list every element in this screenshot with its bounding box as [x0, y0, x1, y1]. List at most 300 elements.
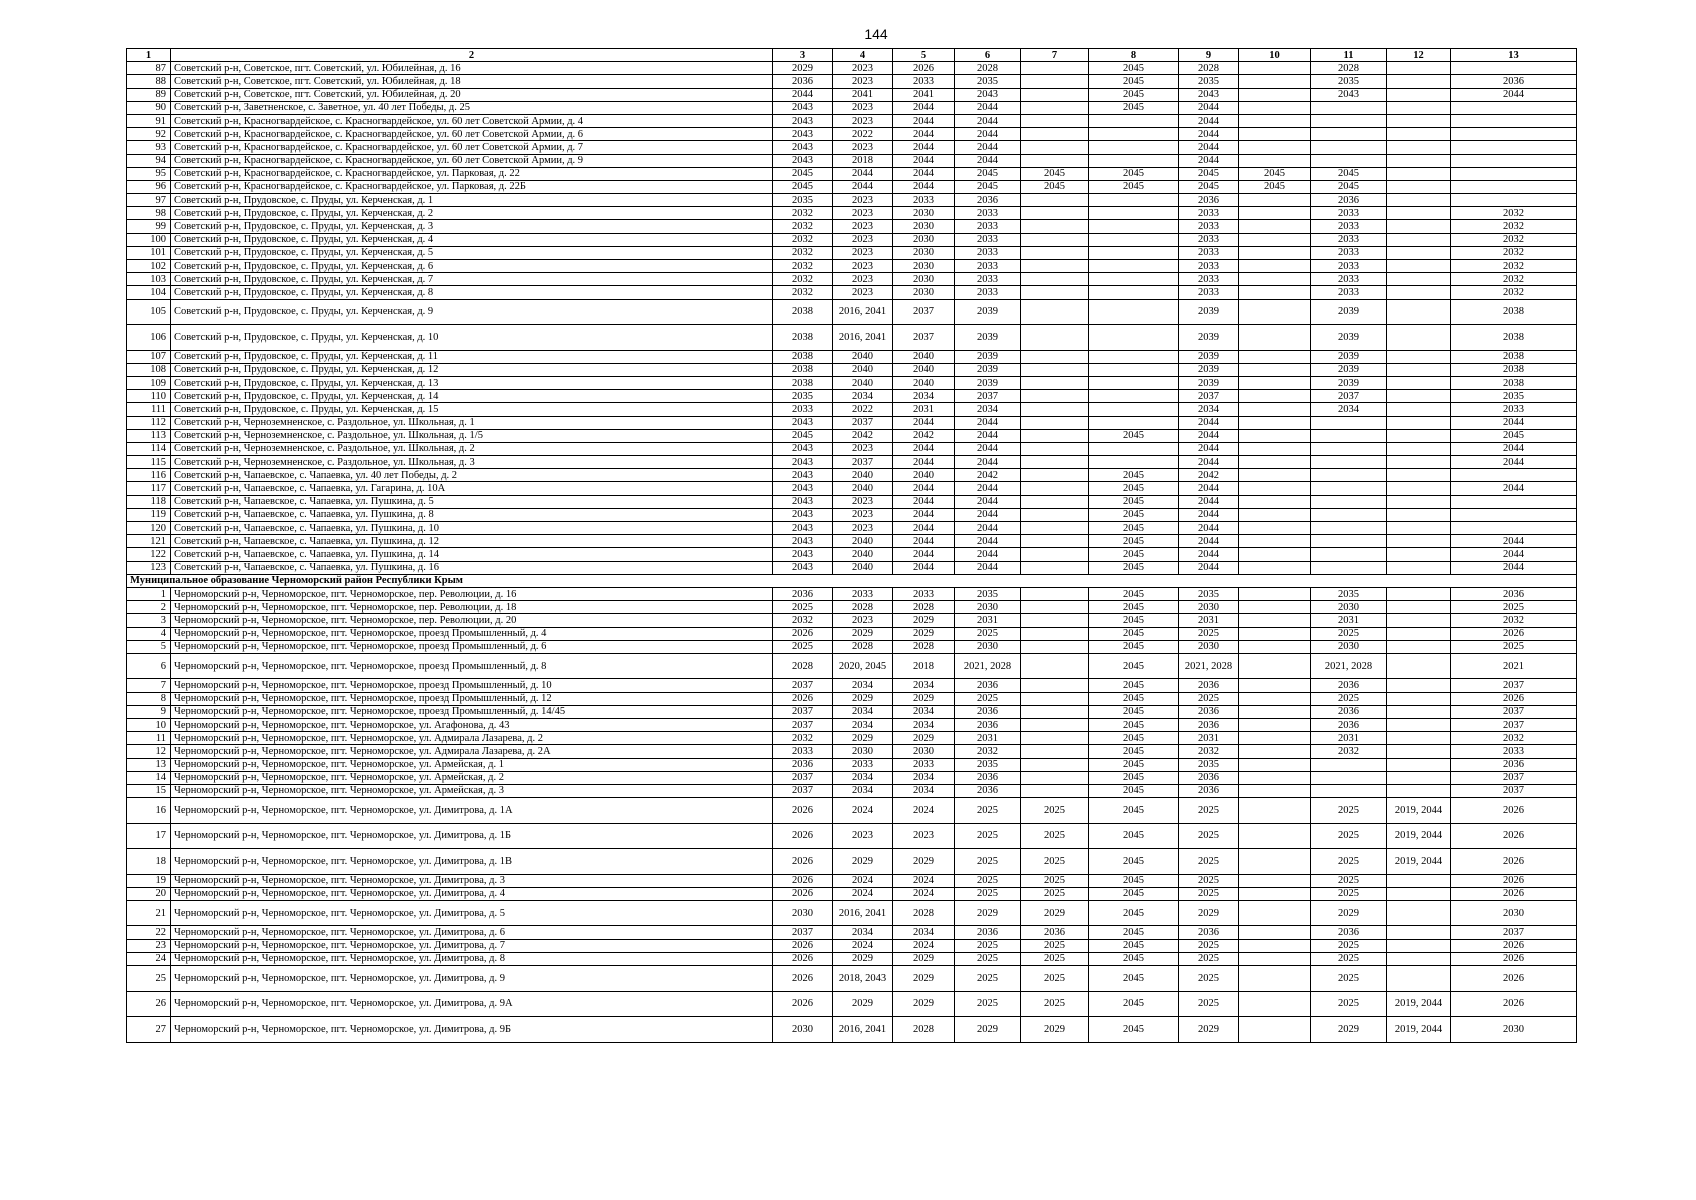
- table-row: [127, 273, 1577, 286]
- year-cell: 2038: [1451, 376, 1577, 389]
- year-cell: 2035: [1179, 587, 1239, 600]
- year-cell: 2032: [1451, 246, 1577, 259]
- year-cell: 2036: [1311, 679, 1387, 692]
- year-cell: 2043: [773, 548, 833, 561]
- year-cell: 2044: [893, 522, 955, 535]
- year-cell: 2033: [1179, 286, 1239, 299]
- year-cell: 2023: [833, 101, 893, 114]
- row-number: 92: [127, 128, 171, 141]
- address-cell: Черноморский р-н, Черноморское, пгт. Черноморское, пер. Революции, д. 18: [171, 601, 773, 614]
- row-number: 6: [127, 653, 171, 679]
- year-cell: [1387, 874, 1451, 887]
- year-cell: [1239, 887, 1311, 900]
- year-cell: [1451, 62, 1577, 75]
- table-row: [127, 495, 1577, 508]
- year-cell: 2039: [1179, 325, 1239, 351]
- row-number: 97: [127, 194, 171, 207]
- year-cell: [1239, 1017, 1311, 1043]
- year-cell: [1387, 273, 1451, 286]
- year-cell: 2033: [1179, 233, 1239, 246]
- year-cell: 2039: [1179, 376, 1239, 389]
- address-cell: Советский р-н, Прудовское, с. Пруды, ул. Керченская, д. 14: [171, 390, 773, 403]
- year-cell: [1387, 966, 1451, 992]
- address-cell: Советский р-н, Прудовское, с. Пруды, ул. Керченская, д. 7: [171, 273, 773, 286]
- year-cell: 2018, 2043: [833, 966, 893, 992]
- row-number: 123: [127, 561, 171, 574]
- year-cell: [1387, 363, 1451, 376]
- year-cell: 2039: [1311, 325, 1387, 351]
- year-cell: 2035: [1451, 390, 1577, 403]
- year-cell: 2025: [1179, 798, 1239, 824]
- year-cell: 2032: [773, 233, 833, 246]
- year-cell: 2036: [1311, 194, 1387, 207]
- year-cell: 2025: [1311, 627, 1387, 640]
- address-cell: Черноморский р-н, Черноморское, пгт. Черноморское, проезд Промышленный, д. 12: [171, 692, 773, 705]
- address-cell: Советский р-н, Чапаевское, с. Чапаевка, ул. Гагарина, д. 10А: [171, 482, 773, 495]
- year-cell: 2033: [955, 286, 1021, 299]
- year-cell: 2045: [1089, 495, 1179, 508]
- year-cell: 2026: [1451, 849, 1577, 875]
- year-cell: [1387, 718, 1451, 731]
- year-cell: 2016, 2041: [833, 299, 893, 325]
- year-cell: [1021, 220, 1089, 233]
- row-number: 16: [127, 798, 171, 824]
- year-cell: 2043: [773, 442, 833, 455]
- year-cell: 2043: [773, 141, 833, 154]
- year-cell: 2044: [1179, 508, 1239, 521]
- year-cell: 2034: [833, 926, 893, 939]
- year-cell: 2045: [1311, 167, 1387, 180]
- column-header-row: [127, 49, 1577, 62]
- table-row: [127, 849, 1577, 875]
- year-cell: 2033: [1311, 260, 1387, 273]
- year-cell: [1089, 286, 1179, 299]
- year-cell: [1239, 194, 1311, 207]
- year-cell: 2023: [833, 141, 893, 154]
- year-cell: 2034: [833, 679, 893, 692]
- table-row: [127, 194, 1577, 207]
- year-cell: 2031: [1311, 614, 1387, 627]
- year-cell: [1089, 416, 1179, 429]
- year-cell: 2024: [833, 939, 893, 952]
- year-cell: [1089, 299, 1179, 325]
- row-number: 14: [127, 771, 171, 784]
- year-cell: [1451, 114, 1577, 127]
- year-cell: 2044: [893, 495, 955, 508]
- year-cell: [1021, 75, 1089, 88]
- row-number: 118: [127, 495, 171, 508]
- year-cell: 2039: [1311, 363, 1387, 376]
- year-cell: [1021, 246, 1089, 259]
- address-cell: Советский р-н, Заветненское, с. Заветное, ул. 40 лет Победы, д. 25: [171, 101, 773, 114]
- year-cell: [1387, 548, 1451, 561]
- year-cell: [1387, 482, 1451, 495]
- year-cell: 2040: [833, 561, 893, 574]
- year-cell: 2044: [893, 508, 955, 521]
- year-cell: 2037: [773, 718, 833, 731]
- year-cell: 2039: [955, 350, 1021, 363]
- year-cell: 2037: [1311, 390, 1387, 403]
- table-row: [127, 429, 1577, 442]
- year-cell: 2044: [955, 416, 1021, 429]
- year-cell: 2036: [1179, 784, 1239, 797]
- year-cell: [1239, 771, 1311, 784]
- year-cell: 2031: [893, 403, 955, 416]
- table-row: [127, 587, 1577, 600]
- table-row: [127, 350, 1577, 363]
- row-number: 24: [127, 952, 171, 965]
- year-cell: 2025: [1021, 874, 1089, 887]
- year-cell: 2044: [893, 180, 955, 193]
- year-cell: [1239, 784, 1311, 797]
- year-cell: [1021, 745, 1089, 758]
- year-cell: [1021, 469, 1089, 482]
- year-cell: 2034: [893, 718, 955, 731]
- year-cell: 2037: [773, 679, 833, 692]
- year-cell: [1239, 798, 1311, 824]
- year-cell: 2035: [1179, 75, 1239, 88]
- year-cell: 2036: [1311, 718, 1387, 731]
- year-cell: 2044: [955, 535, 1021, 548]
- year-cell: 2044: [1179, 495, 1239, 508]
- year-cell: 2033: [1311, 246, 1387, 259]
- row-number: 22: [127, 926, 171, 939]
- year-cell: 2037: [773, 926, 833, 939]
- year-cell: [1311, 508, 1387, 521]
- year-cell: [1451, 128, 1577, 141]
- year-cell: 2026: [773, 952, 833, 965]
- year-cell: 2035: [773, 194, 833, 207]
- year-cell: 2026: [773, 692, 833, 705]
- year-cell: 2044: [955, 508, 1021, 521]
- year-cell: [1089, 350, 1179, 363]
- year-cell: [1387, 62, 1451, 75]
- year-cell: 2024: [893, 939, 955, 952]
- year-cell: [1387, 926, 1451, 939]
- year-cell: 2025: [955, 692, 1021, 705]
- address-cell: Черноморский р-н, Черноморское, пгт. Черноморское, ул. Армейская, д. 2: [171, 771, 773, 784]
- year-cell: 2044: [1179, 548, 1239, 561]
- year-cell: [1089, 194, 1179, 207]
- year-cell: 2045: [1089, 561, 1179, 574]
- year-cell: 2021, 2028: [1179, 653, 1239, 679]
- year-cell: 2032: [1451, 732, 1577, 745]
- year-cell: 2029: [773, 62, 833, 75]
- year-cell: [1239, 966, 1311, 992]
- year-cell: [1387, 456, 1451, 469]
- year-cell: 2045: [1089, 718, 1179, 731]
- year-cell: [1387, 614, 1451, 627]
- year-cell: [1239, 758, 1311, 771]
- year-cell: 2032: [1451, 260, 1577, 273]
- year-cell: [1387, 522, 1451, 535]
- year-cell: [1239, 495, 1311, 508]
- year-cell: [1021, 416, 1089, 429]
- table-row: [127, 614, 1577, 627]
- year-cell: 2044: [955, 128, 1021, 141]
- year-cell: 2045: [1089, 991, 1179, 1017]
- year-cell: 2029: [1311, 900, 1387, 926]
- year-cell: [1239, 679, 1311, 692]
- year-cell: 2018: [833, 154, 893, 167]
- year-cell: [1387, 587, 1451, 600]
- year-cell: [1387, 233, 1451, 246]
- year-cell: [1239, 416, 1311, 429]
- year-cell: 2045: [1089, 653, 1179, 679]
- address-cell: Советский р-н, Прудовское, с. Пруды, ул. Керченская, д. 9: [171, 299, 773, 325]
- table-row: [127, 939, 1577, 952]
- year-cell: 2033: [955, 260, 1021, 273]
- year-cell: [1387, 508, 1451, 521]
- address-cell: Черноморский р-н, Черноморское, пгт. Черноморское, ул. Адмирала Лазарева, д. 2: [171, 732, 773, 745]
- year-cell: 2045: [1311, 180, 1387, 193]
- address-cell: Советский р-н, Черноземненское, с. Раздольное, ул. Школьная, д. 1/5: [171, 429, 773, 442]
- year-cell: 2025: [1179, 939, 1239, 952]
- year-cell: 2036: [955, 926, 1021, 939]
- year-cell: 2028: [1311, 62, 1387, 75]
- year-cell: [1387, 390, 1451, 403]
- year-cell: 2034: [1311, 403, 1387, 416]
- address-cell: Советский р-н, Прудовское, с. Пруды, ул. Керченская, д. 3: [171, 220, 773, 233]
- year-cell: [1387, 705, 1451, 718]
- year-cell: [1021, 679, 1089, 692]
- year-cell: 2036: [955, 705, 1021, 718]
- row-number: 25: [127, 966, 171, 992]
- year-cell: 2019, 2044: [1387, 849, 1451, 875]
- year-cell: 2038: [773, 299, 833, 325]
- table-row: [127, 601, 1577, 614]
- year-cell: 2023: [833, 495, 893, 508]
- year-cell: [1021, 273, 1089, 286]
- table-row: [127, 758, 1577, 771]
- year-cell: [1239, 926, 1311, 939]
- year-cell: 2037: [955, 390, 1021, 403]
- year-cell: [1387, 128, 1451, 141]
- row-number: 88: [127, 75, 171, 88]
- year-cell: [1387, 167, 1451, 180]
- year-cell: [1089, 114, 1179, 127]
- year-cell: 2026: [773, 798, 833, 824]
- year-cell: [1021, 325, 1089, 351]
- year-cell: 2045: [1089, 939, 1179, 952]
- year-cell: [1239, 614, 1311, 627]
- table-row: [127, 88, 1577, 101]
- year-cell: [1451, 101, 1577, 114]
- year-cell: 2037: [1451, 784, 1577, 797]
- year-cell: 2023: [833, 442, 893, 455]
- year-cell: 2025: [1021, 952, 1089, 965]
- year-cell: 2028: [1179, 62, 1239, 75]
- year-cell: 2021: [1451, 653, 1577, 679]
- year-cell: 2045: [773, 429, 833, 442]
- year-cell: [1387, 692, 1451, 705]
- year-cell: [1089, 403, 1179, 416]
- year-cell: 2025: [1311, 798, 1387, 824]
- year-cell: 2016, 2041: [833, 325, 893, 351]
- year-cell: 2034: [893, 390, 955, 403]
- column-header: 4: [833, 49, 893, 62]
- year-cell: 2025: [1311, 874, 1387, 887]
- year-cell: 2032: [1451, 233, 1577, 246]
- year-cell: 2034: [893, 705, 955, 718]
- year-cell: [1021, 561, 1089, 574]
- year-cell: [1387, 535, 1451, 548]
- year-cell: 2040: [833, 482, 893, 495]
- year-cell: 2029: [833, 627, 893, 640]
- year-cell: [1021, 771, 1089, 784]
- year-cell: 2026: [773, 939, 833, 952]
- year-cell: [1021, 429, 1089, 442]
- year-cell: 2044: [833, 180, 893, 193]
- year-cell: 2045: [1089, 849, 1179, 875]
- year-cell: 2044: [955, 456, 1021, 469]
- year-cell: 2030: [1311, 601, 1387, 614]
- year-cell: 2040: [893, 469, 955, 482]
- year-cell: 2044: [955, 522, 1021, 535]
- year-cell: 2040: [833, 363, 893, 376]
- year-cell: [1021, 114, 1089, 127]
- year-cell: [1089, 233, 1179, 246]
- address-cell: Советский р-н, Прудовское, с. Пруды, ул. Керченская, д. 4: [171, 233, 773, 246]
- year-cell: 2044: [1179, 141, 1239, 154]
- year-cell: 2045: [1089, 62, 1179, 75]
- year-cell: 2023: [833, 233, 893, 246]
- year-cell: 2019, 2044: [1387, 1017, 1451, 1043]
- year-cell: 2043: [773, 508, 833, 521]
- row-number: 8: [127, 692, 171, 705]
- address-cell: Советский р-н, Красногвардейское, с. Красногвардейское, ул. 60 лет Советской Армии, д. 4: [171, 114, 773, 127]
- address-cell: Черноморский р-н, Черноморское, пгт. Черноморское, ул. Димитрова, д. 1А: [171, 798, 773, 824]
- year-cell: [1239, 128, 1311, 141]
- year-cell: [1451, 194, 1577, 207]
- year-cell: 2025: [955, 849, 1021, 875]
- year-cell: [1387, 627, 1451, 640]
- year-cell: 2044: [893, 416, 955, 429]
- row-number: 107: [127, 350, 171, 363]
- year-cell: 2026: [1451, 939, 1577, 952]
- year-cell: 2029: [1311, 1017, 1387, 1043]
- year-cell: 2045: [1089, 508, 1179, 521]
- table-row: [127, 390, 1577, 403]
- row-number: 109: [127, 376, 171, 389]
- row-number: 96: [127, 180, 171, 193]
- year-cell: 2033: [773, 403, 833, 416]
- year-cell: [1239, 390, 1311, 403]
- year-cell: 2029: [1021, 1017, 1089, 1043]
- year-cell: [1021, 403, 1089, 416]
- year-cell: [1387, 88, 1451, 101]
- year-cell: 2040: [833, 469, 893, 482]
- year-cell: [1021, 350, 1089, 363]
- address-cell: Советский р-н, Прудовское, с. Пруды, ул. Керченская, д. 6: [171, 260, 773, 273]
- year-cell: 2045: [1089, 535, 1179, 548]
- year-cell: 2038: [773, 376, 833, 389]
- year-cell: [1387, 141, 1451, 154]
- year-cell: 2030: [1311, 640, 1387, 653]
- year-cell: 2034: [955, 403, 1021, 416]
- table-row: [127, 1017, 1577, 1043]
- year-cell: 2030: [773, 1017, 833, 1043]
- table-row: [127, 207, 1577, 220]
- table-row: [127, 823, 1577, 849]
- row-number: 102: [127, 260, 171, 273]
- table-row: [127, 442, 1577, 455]
- year-cell: 2043: [1179, 88, 1239, 101]
- year-cell: 2044: [1451, 416, 1577, 429]
- year-cell: 2024: [833, 887, 893, 900]
- year-cell: [1387, 495, 1451, 508]
- year-cell: 2036: [1451, 75, 1577, 88]
- row-number: 122: [127, 548, 171, 561]
- year-cell: 2036: [955, 784, 1021, 797]
- year-cell: 2036: [1179, 194, 1239, 207]
- table-row: [127, 627, 1577, 640]
- address-cell: Советский р-н, Чапаевское, с. Чапаевка, ул. 40 лет Победы, д. 2: [171, 469, 773, 482]
- year-cell: 2032: [1451, 614, 1577, 627]
- year-cell: [1387, 952, 1451, 965]
- year-cell: 2044: [1179, 482, 1239, 495]
- year-cell: [1239, 482, 1311, 495]
- address-cell: Черноморский р-н, Черноморское, пгт. Черноморское, ул. Димитрова, д. 3: [171, 874, 773, 887]
- year-cell: 2045: [1089, 771, 1179, 784]
- year-cell: 2032: [1451, 286, 1577, 299]
- year-cell: [1239, 952, 1311, 965]
- year-cell: [1311, 758, 1387, 771]
- table-row: [127, 692, 1577, 705]
- year-cell: [1387, 260, 1451, 273]
- table-row: [127, 220, 1577, 233]
- column-header: 6: [955, 49, 1021, 62]
- year-cell: 2029: [893, 849, 955, 875]
- year-cell: 2037: [1451, 926, 1577, 939]
- address-cell: Черноморский р-н, Черноморское, пгт. Черноморское, ул. Димитрова, д. 5: [171, 900, 773, 926]
- row-number: 18: [127, 849, 171, 875]
- address-cell: Советский р-н, Прудовское, с. Пруды, ул. Керченская, д. 8: [171, 286, 773, 299]
- year-cell: [1239, 456, 1311, 469]
- address-cell: Советский р-н, Красногвардейское, с. Красногвардейское, ул. 60 лет Советской Армии, д. 7: [171, 141, 773, 154]
- row-number: 116: [127, 469, 171, 482]
- column-header: 10: [1239, 49, 1311, 62]
- year-cell: 2033: [1179, 220, 1239, 233]
- address-cell: Советский р-н, Советское, пгт. Советский, ул. Юбилейная, д. 20: [171, 88, 773, 101]
- year-cell: 2036: [1021, 926, 1089, 939]
- year-cell: 2045: [1089, 88, 1179, 101]
- year-cell: 2029: [1021, 900, 1089, 926]
- year-cell: 2041: [893, 88, 955, 101]
- year-cell: [1387, 286, 1451, 299]
- year-cell: [1239, 640, 1311, 653]
- year-cell: 2033: [1311, 207, 1387, 220]
- table-row: [127, 991, 1577, 1017]
- address-cell: Советский р-н, Советское, пгт. Советский, ул. Юбилейная, д. 16: [171, 62, 773, 75]
- year-cell: 2044: [1179, 456, 1239, 469]
- year-cell: 2016, 2041: [833, 1017, 893, 1043]
- year-cell: 2025: [773, 601, 833, 614]
- year-cell: 2045: [1089, 784, 1179, 797]
- year-cell: 2039: [1179, 299, 1239, 325]
- year-cell: [1021, 390, 1089, 403]
- year-cell: 2045: [955, 167, 1021, 180]
- year-cell: 2030: [893, 207, 955, 220]
- year-cell: [1239, 561, 1311, 574]
- year-cell: 2030: [955, 601, 1021, 614]
- row-number: 23: [127, 939, 171, 952]
- year-cell: [1311, 784, 1387, 797]
- table-row: [127, 952, 1577, 965]
- year-cell: 2026: [773, 991, 833, 1017]
- year-cell: 2038: [1451, 299, 1577, 325]
- year-cell: 2029: [893, 991, 955, 1017]
